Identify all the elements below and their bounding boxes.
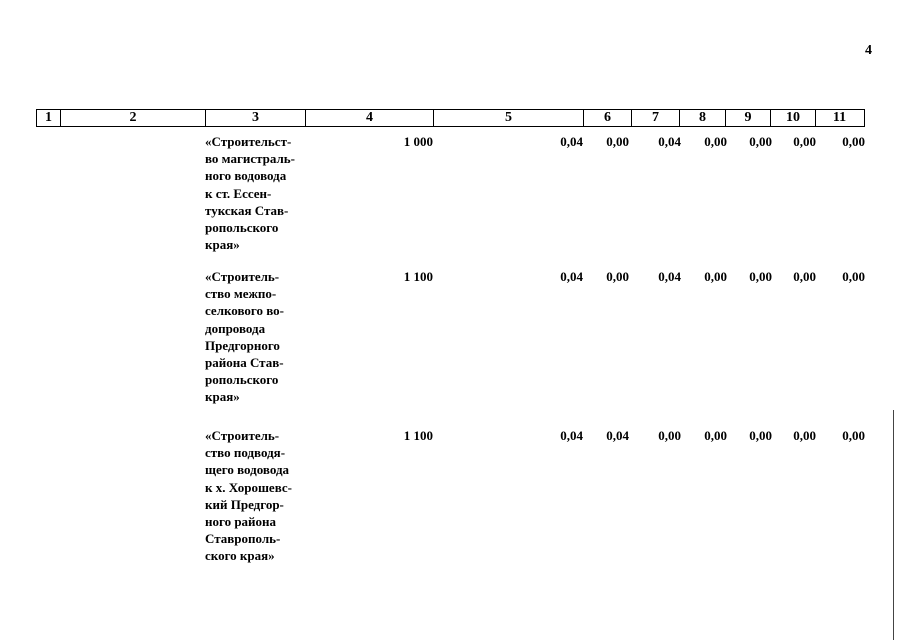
- cell-col-7: 0,00: [658, 428, 681, 443]
- page-number: 4: [865, 43, 872, 58]
- header-col-6: 6: [584, 110, 632, 126]
- cell-col-9: 0,00: [749, 269, 772, 284]
- cell-col-6: 0,04: [606, 428, 629, 443]
- cell-col-5: 0,04: [560, 134, 583, 149]
- table-header-row: [36, 109, 865, 127]
- cell-col-9: 0,00: [749, 428, 772, 443]
- cell-col-7: 0,04: [658, 269, 681, 284]
- cell-col-8: 0,00: [704, 269, 727, 284]
- cell-col-4: 1 100: [403, 269, 433, 284]
- header-col-8: 8: [680, 110, 726, 126]
- header-col-7: 7: [632, 110, 680, 126]
- header-col-10: 10: [771, 110, 816, 126]
- cell-col-11: 0,00: [842, 428, 865, 443]
- cell-col-10: 0,00: [793, 428, 816, 443]
- object-name: «Строитель- ство подводя- щего водовода к х. Хорошевс- кий Предгор- ного района Ставрополь- ского края»: [205, 428, 292, 564]
- object-name: «Строительст- во магистраль- ного водовода к ст. Ессен- тукская Став- ропольского края»: [205, 134, 295, 253]
- cell-col-8: 0,00: [704, 134, 727, 149]
- header-col-1: 1: [37, 110, 61, 126]
- cell-col-6: 0,00: [606, 134, 629, 149]
- header-col-3: 3: [206, 110, 306, 126]
- cell-col-5: 0,04: [560, 428, 583, 443]
- cell-col-8: 0,00: [704, 428, 727, 443]
- header-col-2: 2: [61, 110, 206, 126]
- cell-col-4: 1 000: [403, 134, 433, 149]
- header-col-11: 11: [832, 110, 847, 125]
- cell-col-6: 0,00: [606, 269, 629, 284]
- cell-col-10: 0,00: [793, 269, 816, 284]
- cell-col-7: 0,04: [658, 134, 681, 149]
- cell-col-11: 0,00: [842, 134, 865, 149]
- object-name: «Строитель- ство межпо- селкового во- допровода Предгорного района Став- ропольского края»: [205, 269, 285, 405]
- cell-col-5: 0,04: [560, 269, 583, 284]
- cell-col-10: 0,00: [793, 134, 816, 149]
- cell-col-11: 0,00: [842, 269, 865, 284]
- header-col-5: 5: [434, 110, 584, 126]
- header-col-4: 4: [306, 110, 434, 126]
- cell-col-4: 1 100: [403, 428, 433, 443]
- cell-col-9: 0,00: [749, 134, 772, 149]
- scan-edge-line: [893, 410, 894, 640]
- header-col-9: 9: [726, 110, 771, 126]
